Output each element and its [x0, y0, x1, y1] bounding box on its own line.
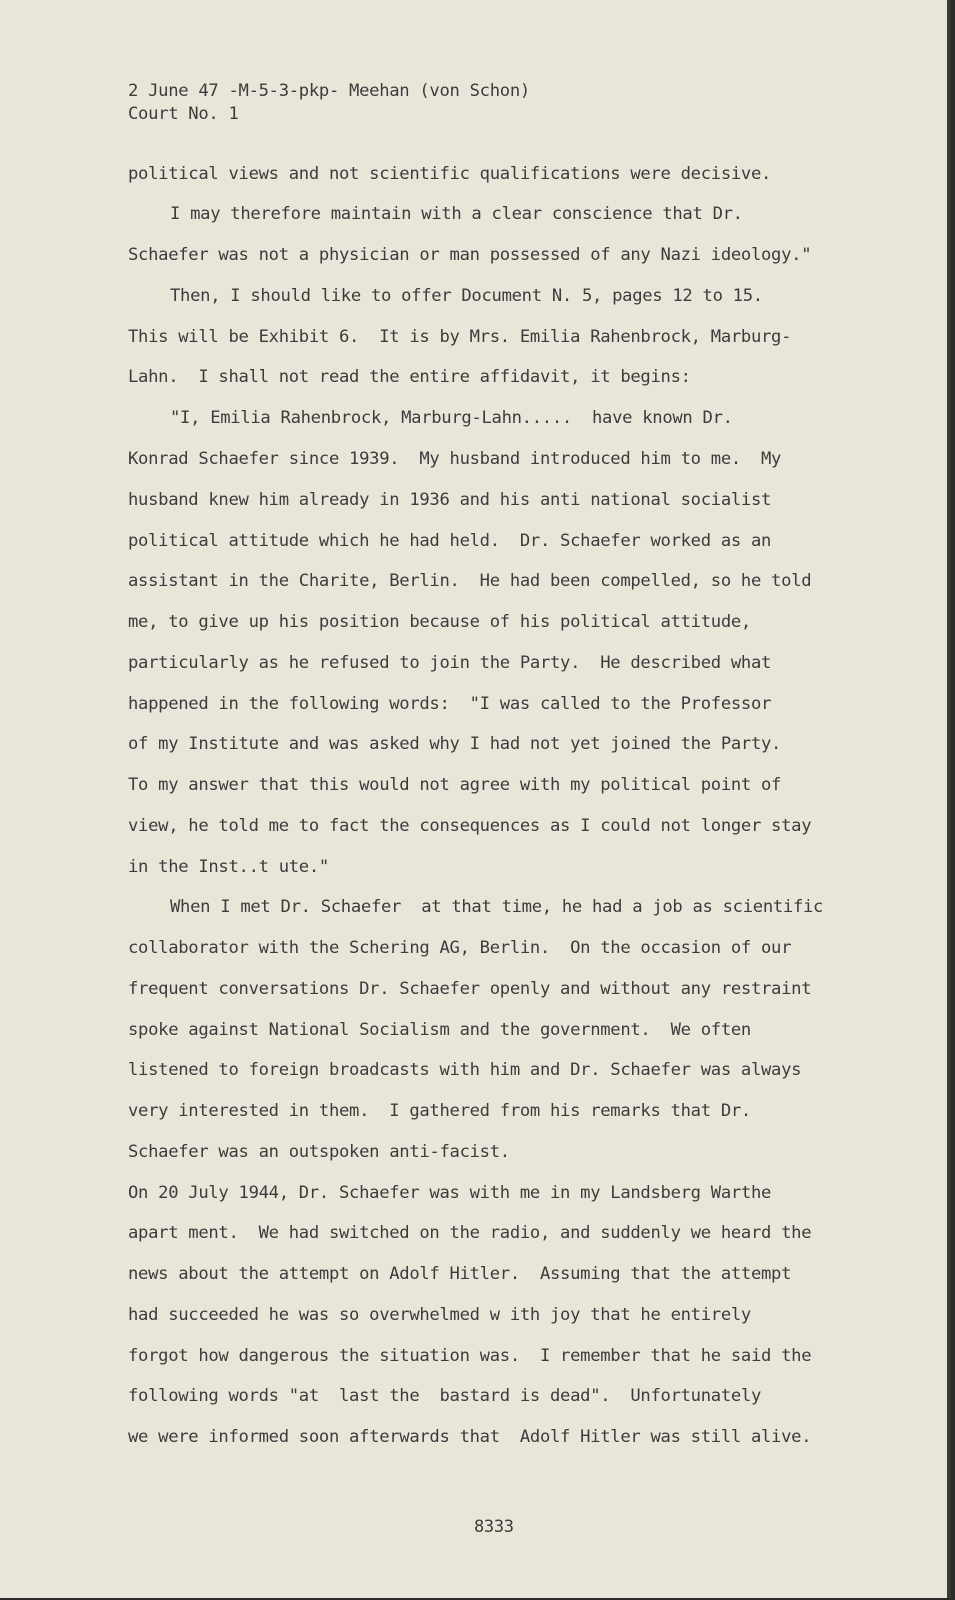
- text-line: of my Institute and was asked why I had not yet joined the Party.: [128, 734, 782, 754]
- text-line: I may therefore maintain with a clear conscience that Dr.: [170, 204, 743, 224]
- text-line: we were informed soon afterwards that Adolf Hitler was still alive.: [128, 1427, 812, 1447]
- header-session-line: 2 June 47 -M-5-3-pkp- Meehan (von Schon): [128, 81, 530, 101]
- text-line: happened in the following words: "I was called to the Professor: [128, 694, 772, 714]
- text-line: particularly as he refused to join the Party. He described what: [128, 653, 772, 673]
- text-line: spoke against National Socialism and the government. We often: [128, 1020, 751, 1040]
- text-line: had succeeded he was so overwhelmed w ith joy that he entirely: [128, 1305, 751, 1325]
- text-line: To my answer that this would not agree with my political point of: [128, 775, 782, 795]
- text-line: very interested in them. I gathered from his remarks that Dr.: [128, 1101, 751, 1121]
- text-line: Then, I should like to offer Document N. 5, pages 12 to 15.: [170, 286, 763, 306]
- text-line: On 20 July 1944, Dr. Schaefer was with me in my Landsberg Warthe: [128, 1183, 772, 1203]
- page-number: 8333: [474, 1517, 514, 1537]
- text-line: news about the attempt on Adolf Hitler. Assuming that the attempt: [128, 1264, 792, 1284]
- text-line: political attitude which he had held. Dr. Schaefer worked as an: [128, 531, 772, 551]
- text-line: apart ment. We had switched on the radio, and suddenly we heard the: [128, 1223, 812, 1243]
- text-line: me, to give up his position because of his political attitude,: [128, 612, 751, 632]
- text-line: husband knew him already in 1936 and his anti national socialist: [128, 490, 772, 510]
- text-line: in the Inst..t ute.": [128, 857, 329, 877]
- text-line: political views and not scientific qualifications were decisive.: [128, 164, 772, 184]
- text-line: collaborator with the Schering AG, Berlin. On the occasion of our: [128, 938, 792, 958]
- header-court-line: Court No. 1: [128, 104, 239, 124]
- text-line: Schaefer was not a physician or man possessed of any Nazi ideology.": [128, 245, 812, 265]
- document-header: [128, 80, 530, 126]
- text-line: Lahn. I shall not read the entire affidavit, it begins:: [128, 367, 691, 387]
- text-line: This will be Exhibit 6. It is by Mrs. Emilia Rahenbrock, Marburg-: [128, 327, 792, 347]
- text-line: frequent conversations Dr. Schaefer openly and without any restraint: [128, 979, 812, 999]
- text-line: Konrad Schaefer since 1939. My husband introduced him to me. My: [128, 449, 782, 469]
- text-line: view, he told me to fact the consequences as I could not longer stay: [128, 816, 812, 836]
- text-line: When I met Dr. Schaefer at that time, he had a job as scientific: [170, 897, 824, 917]
- text-line: following words "at last the bastard is dead". Unfortunately: [128, 1386, 762, 1406]
- text-line: assistant in the Charite, Berlin. He had been compelled, so he told: [128, 571, 812, 591]
- text-line: forgot how dangerous the situation was. I remember that he said the: [128, 1346, 812, 1366]
- text-line: "I, Emilia Rahenbrock, Marburg-Lahn..... have known Dr.: [170, 408, 733, 428]
- text-line: Schaefer was an outspoken anti-facist.: [128, 1142, 510, 1162]
- text-line: listened to foreign broadcasts with him and Dr. Schaefer was always: [128, 1060, 802, 1080]
